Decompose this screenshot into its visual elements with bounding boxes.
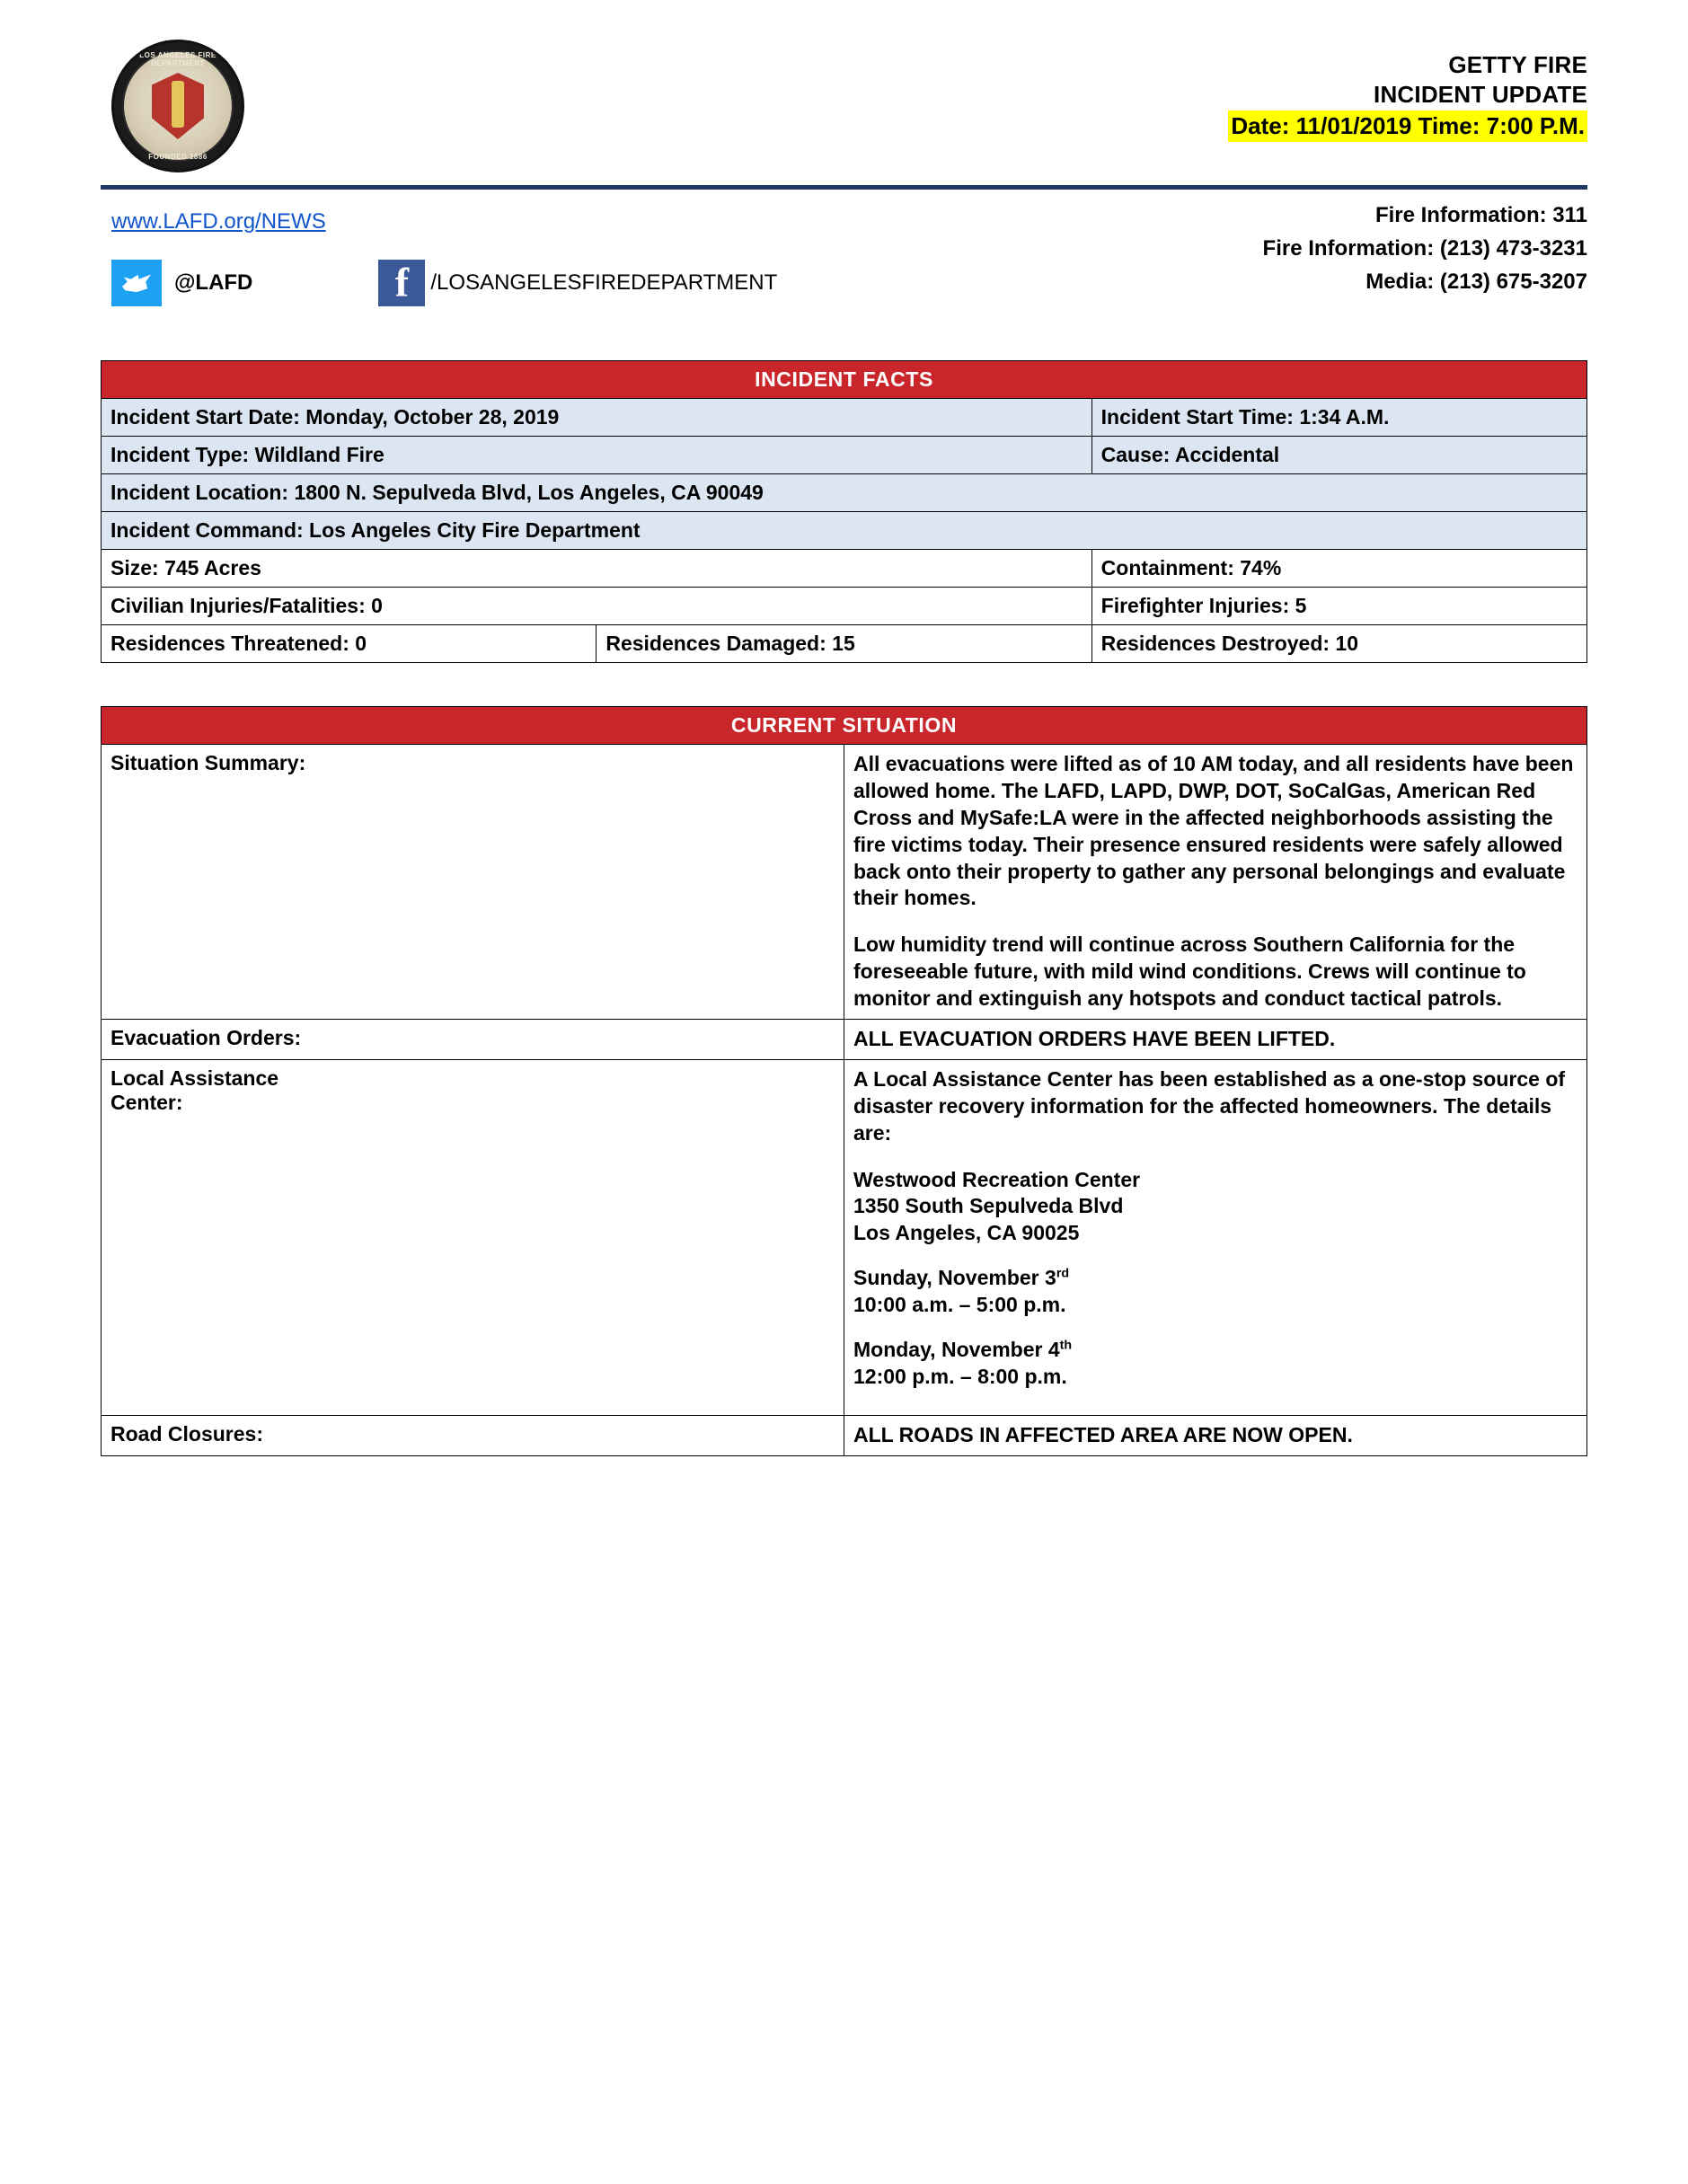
lac-day-1-date: Sunday, November 3: [853, 1266, 1056, 1290]
phone-numbers: [1263, 199, 1587, 299]
lac-city-state-zip: Los Angeles, CA 90025: [853, 1221, 1080, 1245]
table-row: [102, 707, 1587, 745]
incident-containment: Containment: 74%: [1091, 550, 1586, 588]
table-row: [102, 625, 1587, 663]
residences-threatened: Residences Threatened: 0: [102, 625, 597, 663]
residences-damaged: Residences Damaged: 15: [597, 625, 1091, 663]
fire-information-311: Fire Information: 311: [1374, 203, 1587, 227]
situation-summary-body: [844, 745, 1587, 1020]
document-type: INCIDENT UPDATE: [1374, 81, 1587, 109]
lac-intro: A Local Assistance Center has been established as a one-stop source of disaster recovery information for the affected homeowners. The details are:: [853, 1066, 1566, 1145]
document-header: [0, 0, 1688, 169]
lac-day-1-hours: 10:00 a.m. – 5:00 p.m.: [853, 1293, 1066, 1317]
road-closures-text: ALL ROADS IN AFFECTED AREA ARE NOW OPEN.: [844, 1415, 1587, 1455]
incident-type: Incident Type: Wildland Fire: [102, 437, 1092, 474]
lac-street: 1350 South Sepulveda Blvd: [853, 1194, 1124, 1218]
situation-summary-paragraph-2: Low humidity trend will continue across Southern California for the foreseeable future, with mild wind conditions. Crews will continue to monitor and extinguish any hotspots and conduct tactical patrols.: [853, 933, 1526, 1011]
lac-label-line-2: Center:: [110, 1090, 183, 1114]
evacuation-orders-text: ALL EVACUATION ORDERS HAVE BEEN LIFTED.: [844, 1020, 1587, 1060]
table-row: [102, 437, 1587, 474]
seal-top-text: LOS ANGELES FIRE DEPARTMENT: [139, 51, 217, 67]
residences-destroyed: Residences Destroyed: 10: [1091, 625, 1586, 663]
facebook-handle[interactable]: /LOSANGELESFIREDEPARTMENT: [430, 270, 778, 295]
fire-information-phone: Fire Information: (213) 473-3231: [1262, 236, 1587, 261]
lac-day-2: [853, 1337, 1578, 1364]
twitter-icon[interactable]: [111, 260, 162, 306]
incident-size: Size: 745 Acres: [102, 550, 1092, 588]
social-links: [111, 260, 777, 306]
table-row: [102, 1059, 1587, 1415]
table-row: [102, 745, 1587, 1020]
table-row: [102, 361, 1587, 399]
lac-label-line-1: Local Assistance: [110, 1065, 279, 1090]
lac-day-1-ordinal: rd: [1056, 1266, 1070, 1281]
incident-facts-table: [101, 360, 1587, 663]
incident-command: Incident Command: Los Angeles City Fire Department: [102, 512, 1587, 550]
lac-day-2-date: Monday, November 4: [853, 1338, 1060, 1362]
current-situation-table: [101, 706, 1587, 1456]
situation-summary-label: Situation Summary:: [102, 745, 844, 1020]
lac-day-2-hours: 12:00 p.m. – 8:00 p.m.: [853, 1364, 1067, 1388]
lac-hours-day-1: [853, 1265, 1578, 1319]
incident-facts-heading: INCIDENT FACTS: [102, 361, 1587, 399]
page-title: [1228, 34, 1587, 142]
civilian-injuries: Civilian Injuries/Fatalities: 0: [102, 588, 1092, 625]
table-row: [102, 550, 1587, 588]
seal-icon: [111, 40, 244, 172]
incident-start-date: Incident Start Date: Monday, October 28, 2019: [102, 399, 1092, 437]
contact-block: [101, 190, 1587, 360]
lac-day-2-ordinal: th: [1059, 1338, 1073, 1353]
table-row: [102, 399, 1587, 437]
incident-name: GETTY FIRE: [1448, 51, 1587, 78]
incident-cause: Cause: Accidental: [1091, 437, 1586, 474]
incident-start-time: Incident Start Time: 1:34 A.M.: [1091, 399, 1586, 437]
seal-bottom-text: FOUNDED 1886: [148, 153, 208, 161]
table-spacer: [0, 663, 1688, 706]
lac-address: [853, 1167, 1578, 1248]
facebook-icon[interactable]: [378, 260, 425, 306]
table-row: [102, 1020, 1587, 1060]
firefighter-injuries: Firefighter Injuries: 5: [1091, 588, 1586, 625]
road-closures-label: Road Closures:: [102, 1415, 844, 1455]
local-assistance-center-body: [844, 1059, 1587, 1415]
lac-venue-name: Westwood Recreation Center: [853, 1167, 1141, 1191]
local-assistance-center-label: [102, 1059, 844, 1415]
lafd-seal-logo: [101, 34, 253, 169]
website-link[interactable]: www.LAFD.org/NEWS: [111, 209, 326, 234]
evacuation-orders-label: Evacuation Orders:: [102, 1020, 844, 1060]
twitter-handle[interactable]: @LAFD: [174, 270, 253, 295]
incident-location: Incident Location: 1800 N. Sepulveda Blvd, Los Angeles, CA 90049: [102, 474, 1587, 512]
update-datetime: Date: 11/01/2019 Time: 7:00 P.M.: [1228, 111, 1587, 142]
media-phone: Media: (213) 675-3207: [1365, 270, 1587, 295]
table-row: [102, 474, 1587, 512]
lac-day-1: [853, 1265, 1578, 1292]
lac-hours-day-2: [853, 1337, 1578, 1391]
situation-summary-paragraph-1: All evacuations were lifted as of 10 AM today, and all residents have been allowed home. The LAFD, LAPD, DWP, DOT, SoCalGas, American Red Cross and MySafe:LA were in the affected neighborhoods assisting the fire victims today. Their presence ensured residents were safely allowed back onto their property to gather any personal belongings and evaluate their homes.: [853, 752, 1574, 910]
current-situation-heading: CURRENT SITUATION: [102, 707, 1587, 745]
table-row: [102, 588, 1587, 625]
table-row: [102, 512, 1587, 550]
maltese-cross-icon: [152, 73, 204, 139]
table-row: [102, 1415, 1587, 1455]
